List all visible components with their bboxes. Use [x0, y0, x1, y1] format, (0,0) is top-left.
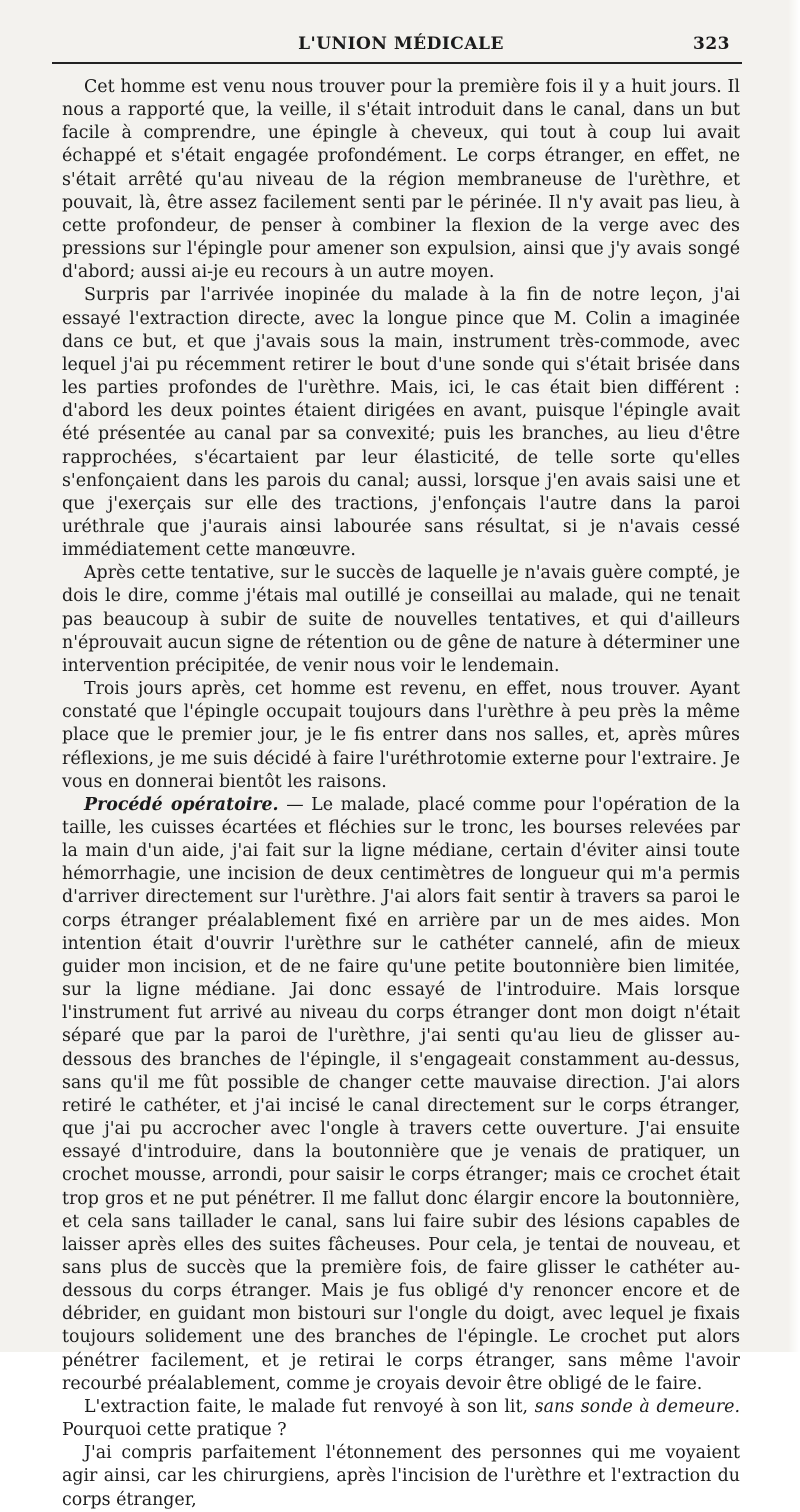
paragraph-7: J'ai compris parfaitement l'étonnement des personnes qui me voyaient agir ainsi, car les chirurgiens, après l'incision de l'urèthre et l'extraction du corps étranger,: [62, 1443, 740, 1510]
paragraph-2: Surpris par l'arrivée inopinée du malade à la fin de notre leçon, j'ai essayé l'extraction directe, avec la longue pince que M. Colin a imaginée dans ce but, et que j'avais sous la main, instrument très-commode, avec lequel j'ai pu récemment retirer le bout d'une sonde qui s'était brisée dans les parties profondes de l'urèthre. Mais, ici, le cas était bien différent : d'abord les deux pointes étaient dirigées en avant, puisque l'épingle avait été présentée au canal par sa convexité; puis les branches, au lieu d'être rapprochées, s'écartaient par leur élasticité, de telle sorte qu'elles s'enfonçaient dans les parois du canal; aussi, lorsque j'en avais saisi une et que j'exerçais sur elle des tractions, j'enfonçais l'autre dans la paroi uréthrale que j'aurais ainsi labourée sans résultat, si je n'avais cessé immédiatement cette manœuvre.: [62, 285, 740, 561]
body-text: [62, 76, 740, 1512]
paragraph-4: Trois jours après, cet homme est revenu, en effet, nous trouver. Ayant constaté que l'épingle occupait toujours dans l'urèthre à peu près la même place que le premier jour, je le fis entrer dans nos salles, et, après mûres réflexions, je me suis décidé à faire l'uréthrotomie externe pour l'extraire. Je vous en donnerai bientôt les raisons.: [62, 679, 740, 792]
paragraph-6: [62, 1396, 740, 1442]
section-heading: Procédé opératoire.: [84, 794, 279, 815]
paragraph-5-text: — Le malade, placé comme pour l'opération de la taille, les cuisses écartées et fléchies sur le tronc, les bourses relevées par la main d'un aide, j'ai fait sur la ligne médiane, certain d'éviter ainsi toute hémorrhagie, une incision de deux centimètres de longueur qui m'a permis d'arriver directement sur l'urèthre. J'ai alors fait sentir à travers sa paroi le corps étranger préalablement fixé en arrière par un de mes aides. Mon intention était d'ouvrir l'urèthre sur le cathéter cannelé, afin de mieux guider mon incision, et de ne faire qu'une petite boutonnière bien limitée, sur la ligne médiane. Jai donc essayé de l'introduire. Mais lorsque l'instrument fut arrivé au niveau du corps étranger dont mon doigt n'était séparé que par la paroi de l'urèthre, j'ai senti qu'au lieu de glisser au-dessous des branches de l'épingle, il s'engageait constamment au-dessus, sans qu'il me fût possible de changer cette mauvaise direction. J'ai alors retiré le cathéter, et j'ai incisé le canal directement sur le corps étranger, que j'ai pu accrocher avec l'ongle à travers cette ouverture. J'ai ensuite essayé d'introduire, dans la boutonnière que je venais de pratiquer, un crochet mousse, arrondi, pour saisir le corps étranger; mais ce crochet était trop gros et ne put pénétrer. Il me fallut donc élargir encore la boutonnière, et cela sans taillader le canal, sans lui faire subir des lésions capables de laisser après elles des suites fâcheuses. Pour cela, je tentai de nouveau, et sans plus de succès que la première fois, de faire glisser le cathéter au-dessous du corps étranger. Mais je fus obligé d'y renoncer encore et de débrider, en guidant mon bistouri sur l'ongle du doigt, avec lequel je fixais toujours solidement une des branches de l'épingle. Le crochet put alors pénétrer facilement, et je retirai le corps étranger, sans même l'avoir recourbé préalablement, comme je croyais devoir être obligé de le faire.: [62, 794, 740, 1394]
paragraph-6-tail: Pourquoi cette pratique ?: [62, 1420, 287, 1441]
paragraph-5: [62, 794, 740, 1396]
page-number: 323: [693, 34, 730, 54]
paragraph-3: Après cette tentative, sur le succès de laquelle je n'avais guère compté, je dois le dire, comme j'étais mal outillé je conseillai au malade, qui ne tenait pas beaucoup à subir de suite de nouvelles tentatives, et qui d'ailleurs n'éprouvait aucun signe de rétention ou de gêne de nature à déterminer une intervention précipitée, de venir nous voir le lendemain.: [62, 563, 740, 676]
paragraph-1: Cet homme est venu nous trouver pour la première fois il y a huit jours. Il nous a rapporté que, la veille, il s'était introduit dans le canal, dans un but facile à comprendre, une épingle à cheveux, qui tout à coup lui avait échappé et s'était engagée profondément. Le corps étranger, en effet, ne s'était arrêté qu'au niveau de la région membraneuse de l'urèthre, et pouvait, là, être assez facilement senti par le périnée. Il n'y avait pas lieu, à cette profondeur, de penser à combiner la flexion de la verge avec des pressions sur l'épingle pour amener son expulsion, ainsi que j'y avais songé d'abord; aussi ai-je eu recours à un autre moyen.: [62, 77, 740, 283]
page-header: [62, 34, 740, 62]
italic-phrase: sans sonde à demeure.: [534, 1396, 740, 1417]
header-rule: [52, 62, 742, 64]
paragraph-6-text: L'extraction faite, le malade fut renvoyé à son lit,: [84, 1396, 535, 1417]
running-title: L'UNION MÉDICALE: [298, 34, 504, 54]
